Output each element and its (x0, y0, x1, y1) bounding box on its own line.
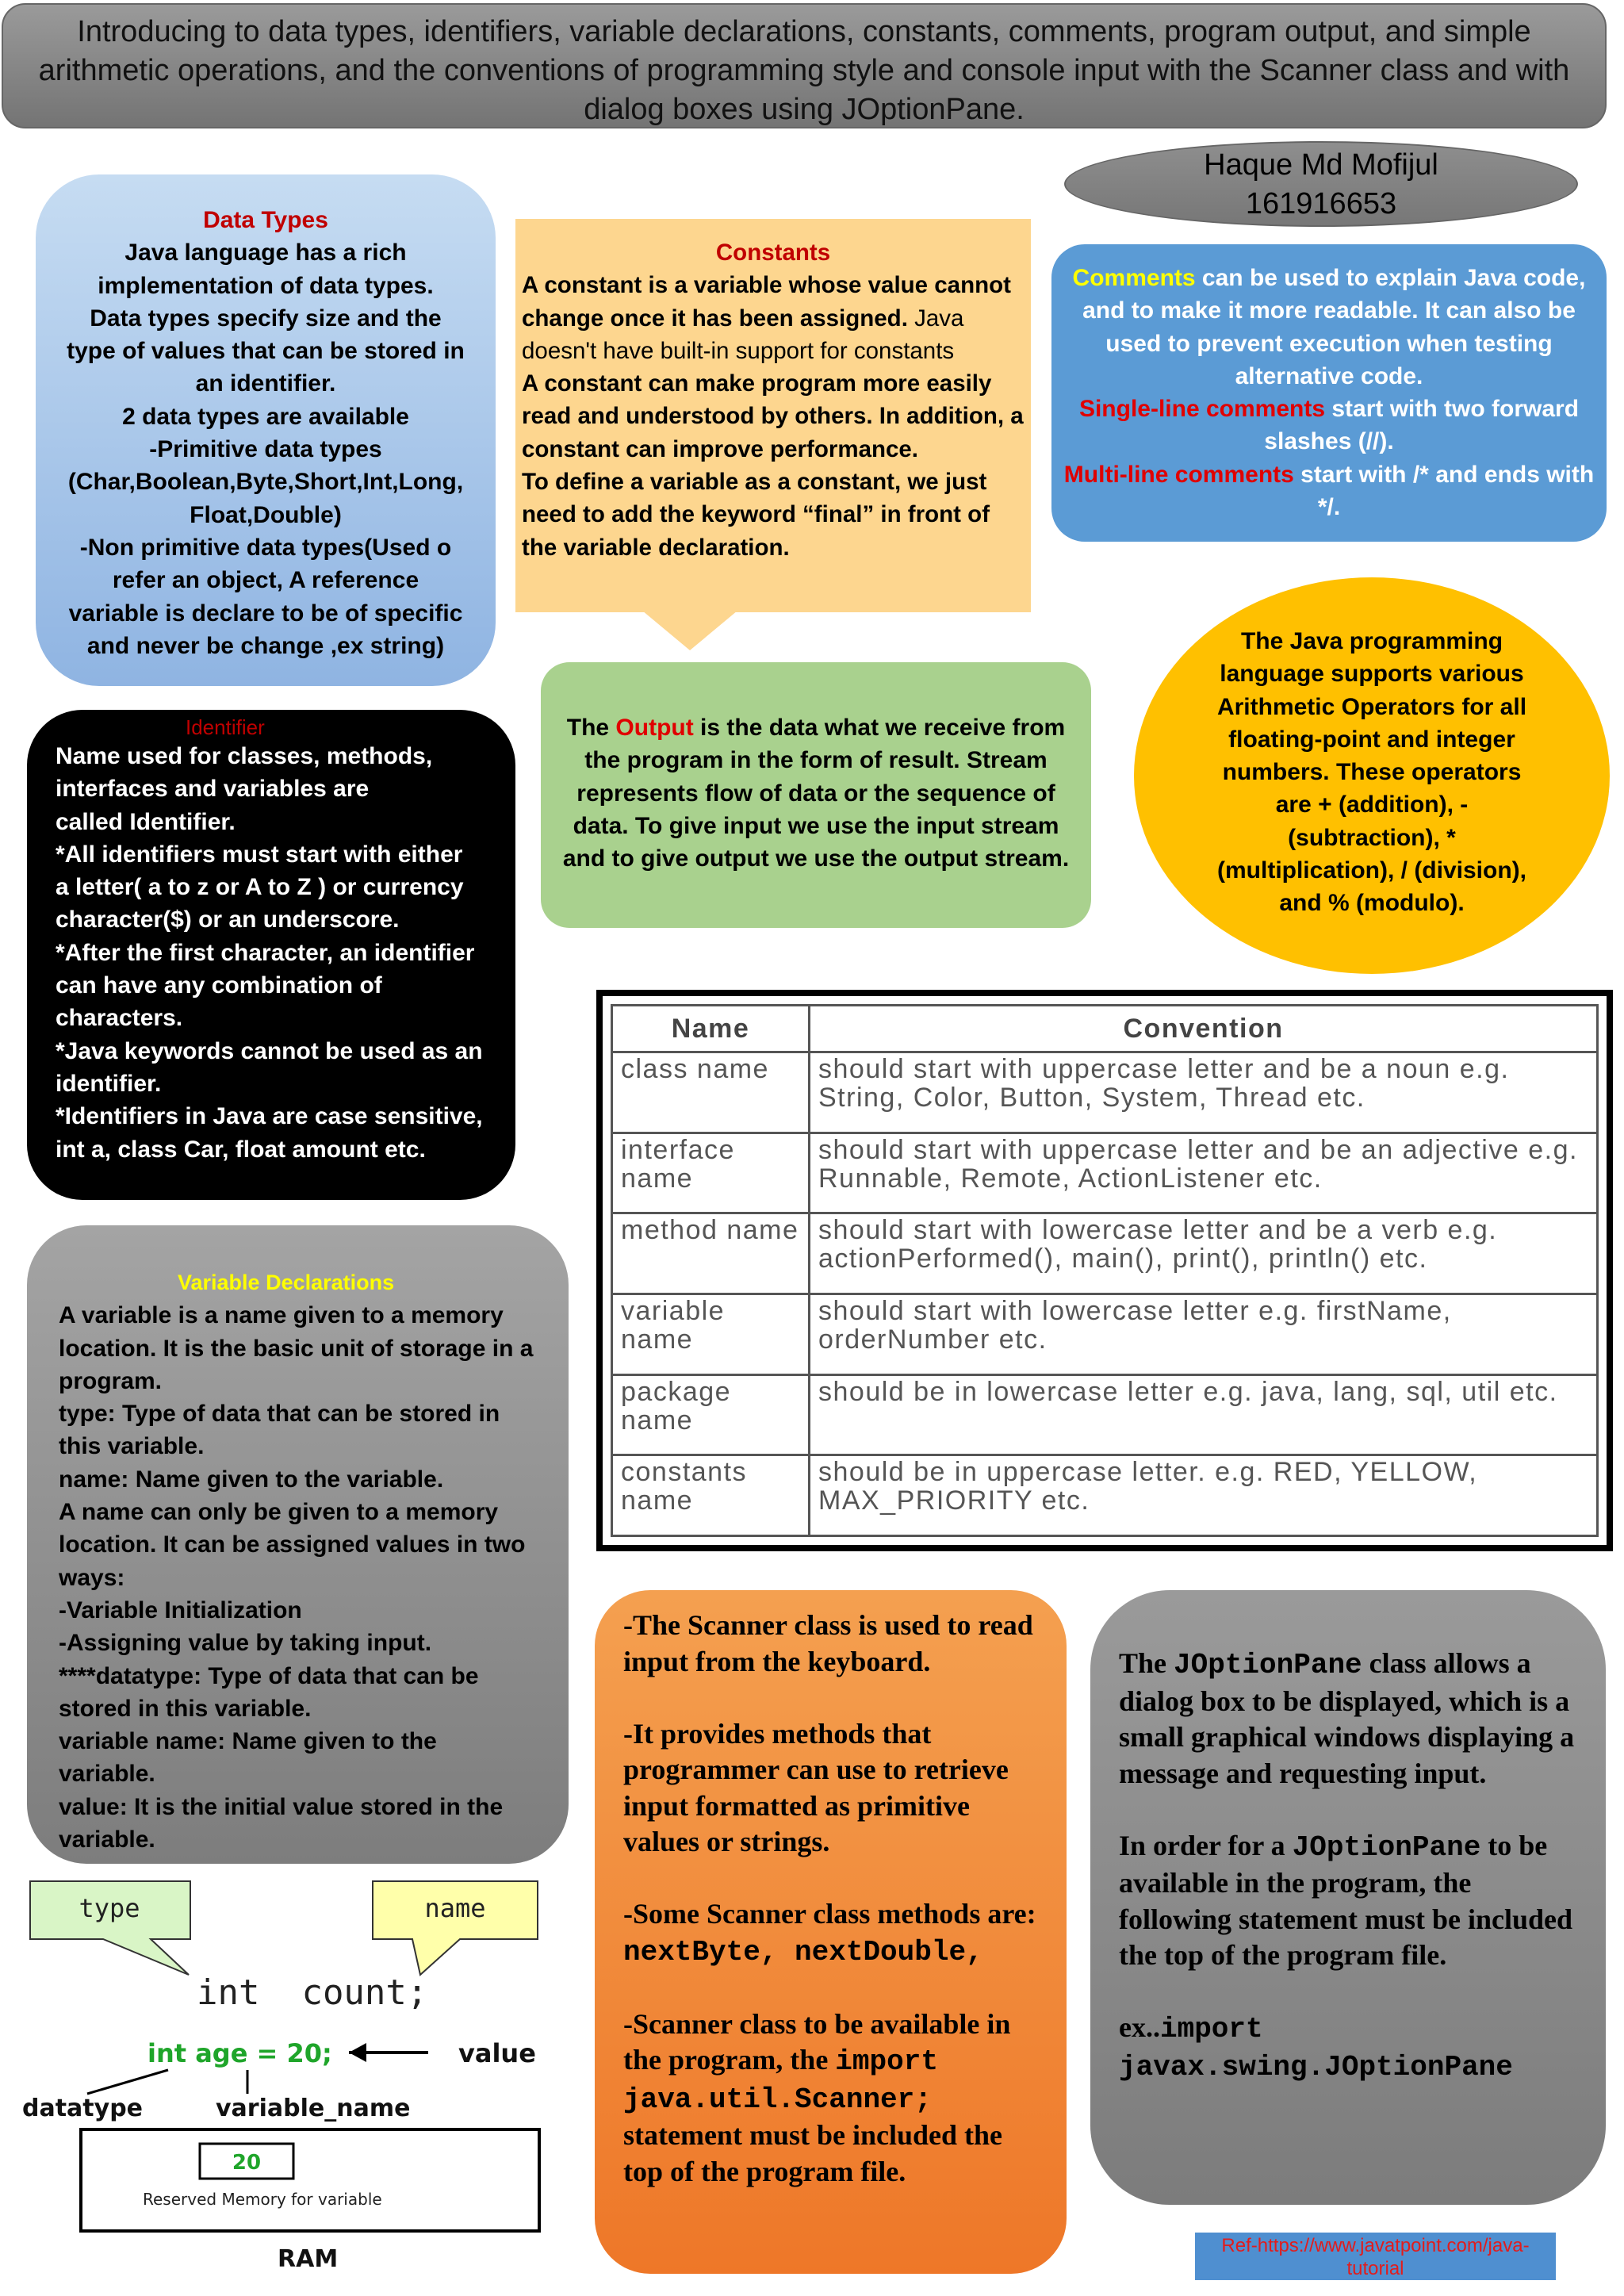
datatype-arrow (87, 2070, 168, 2094)
joption-code: JOptionPane (1292, 1830, 1481, 1864)
scanner-methods-text: -Some Scanner class methods are: (623, 1898, 1036, 1930)
variables-line: location. It is the basic unit of storage in a (59, 1335, 534, 1362)
table-row (612, 1052, 1598, 1133)
convention-table-grid (611, 1004, 1599, 1537)
table-header-row (612, 1006, 1598, 1052)
constants-paragraph-1 (522, 269, 1025, 367)
variable-name-label: variable_name (216, 2095, 411, 2122)
table-cell-convention: should be in uppercase letter. e.g. RED, YELLOW, MAX_PRIORITY etc. (810, 1455, 1598, 1536)
data-types-line: -Non primitive data types(Used o (79, 534, 452, 561)
identifier-line: a letter( a to z or A to Z ) or currency (56, 874, 464, 901)
joption-paragraph-1 (1119, 1646, 1580, 1792)
identifier-line: *After the first character, an identifier (56, 939, 475, 966)
scanner-box (595, 1590, 1067, 2274)
table-cell-name: variable name (612, 1294, 810, 1374)
identifier-line: *Java keywords cannot be used as an (56, 1037, 483, 1064)
data-types-line: variable is declare to be of specific (68, 600, 463, 627)
joption-import-code: import javax.swing.JOptionPane (1119, 2013, 1513, 2083)
scanner-paragraph-3 (623, 1896, 1043, 1970)
variables-line: variable. (59, 1761, 155, 1788)
scanner-paragraph-4 (623, 2007, 1043, 2191)
constants-note: Java doesn't have built-in support for constants (522, 305, 964, 364)
data-types-line: 2 data types are available (122, 403, 409, 430)
joptionpane-box (1090, 1590, 1606, 2205)
data-types-box (36, 174, 496, 686)
table-row (612, 1133, 1598, 1213)
data-types-line: Float,Double) (190, 501, 342, 528)
variables-line: ****datatype: Type of data that can be (59, 1662, 479, 1689)
single-line-text: start with two forward slashes (//). (1264, 396, 1580, 455)
table-row (612, 1213, 1598, 1294)
data-types-line: refer an object, A reference (112, 567, 419, 594)
memory-caption: Reserved Memory for variable (143, 2190, 382, 2209)
ram-box (81, 2129, 539, 2231)
output-box (541, 662, 1091, 928)
output-term: Output (615, 715, 694, 741)
title-banner (2, 3, 1607, 128)
identifier-line: identifier. (56, 1070, 162, 1097)
identifier-line: Name used for classes, methods, (56, 743, 433, 769)
comments-term: Comments (1072, 265, 1196, 291)
table-row (612, 1294, 1598, 1374)
constants-title: Constants (715, 240, 831, 266)
joption-text: In order for a (1119, 1829, 1293, 1861)
title-text: Introducing to data types, identifiers, variable declarations, constants, comments, program output, and simple arithmetic operations, and the conventions of programming style and console input with the Scanner class and with dialog boxes using JOptionPane. (38, 15, 1570, 126)
memory-value: 20 (232, 2151, 262, 2175)
variables-line: variable name: Name given to the (59, 1728, 437, 1755)
type-label: type (79, 1893, 140, 1923)
identifier-line: can have any combination of (56, 972, 382, 999)
table-cell-name: class name (612, 1052, 810, 1133)
variables-line: program. (59, 1367, 163, 1394)
variables-line: A variable is a name given to a memory (59, 1302, 504, 1329)
table-cell-convention: should start with uppercase letter and be a noun e.g. String, Color, Button, System, Thread etc. (810, 1052, 1598, 1133)
scanner-paragraph-1: -The Scanner class is used to read input from the keyboard. (623, 1609, 1033, 1677)
identifier-box (27, 710, 515, 1200)
output-text: is the data what we receive from the program in the form of result. Stream represents flow of data or the sequence of data. To give input we use the input stream and to give output we use the output stream. (562, 715, 1070, 872)
variables-line: -Variable Initialization (59, 1596, 302, 1623)
operators-circle (1134, 577, 1610, 974)
table-header-convention: Convention (810, 1006, 1598, 1052)
table-row (612, 1374, 1598, 1455)
value-arrow-head (349, 2043, 366, 2062)
reference-text[interactable]: Ref-https://www.javatpoint.com/java-tutorial (1221, 2235, 1530, 2279)
variables-line: ways: (59, 1564, 125, 1591)
data-types-line: implementation of data types. (98, 272, 434, 299)
datatype-label: datatype (22, 2095, 144, 2122)
joption-code: JOptionPane (1174, 1649, 1362, 1681)
data-types-title: Data Types (203, 207, 328, 233)
identifier-line: interfaces and variables are (56, 776, 370, 803)
table-cell-convention: should start with lowercase letter and be a verb e.g. actionPerformed(), main(), print(), println() etc. (810, 1213, 1598, 1294)
joption-text: ex.. (1119, 2011, 1160, 2043)
constants-definition: A constant is a variable whose value cannot change once it has been assigned. (522, 272, 1011, 332)
table-header-name: Name (612, 1006, 810, 1052)
variables-line: -Assigning value by taking input. (59, 1630, 432, 1657)
data-types-line: and never be change ,ex string) (86, 632, 445, 659)
declaration-code: int count; (197, 1972, 428, 2013)
identifier-line: character($) or an underscore. (56, 907, 400, 933)
joption-text: to be available in the program, the following statement must be included the top of the program file. (1119, 1829, 1573, 1971)
variables-line: stored in this variable. (59, 1695, 312, 1722)
identifier-line: characters. (56, 1005, 183, 1032)
table-row (612, 1455, 1598, 1536)
comments-box (1051, 244, 1607, 542)
comments-text: can be used to explain Java code, and to make it more readable. It can also be used to prevent execution when testing alternative code. (1082, 265, 1586, 389)
constants-paragraph-2: A constant can make program more easily read and understood by others. In addition, a constant can improve performance. (522, 370, 1024, 462)
data-types-line: Java language has a rich (124, 240, 407, 266)
value-label: value (458, 2038, 536, 2068)
data-types-line: Data types specify size and the (90, 305, 442, 332)
joption-text: The (1119, 1647, 1174, 1679)
table-cell-name: package name (612, 1374, 810, 1455)
output-prefix: The (566, 715, 616, 741)
joption-paragraph-3 (1119, 2010, 1580, 2085)
variables-line: value: It is the initial value stored in the (59, 1793, 504, 1820)
variable-diagram (0, 1872, 579, 2296)
variables-line: variable. (59, 1826, 155, 1853)
assignment-code: int age = 20; (147, 2038, 332, 2068)
table-cell-convention: should be in lowercase letter e.g. java, lang, sql, util etc. (810, 1374, 1598, 1455)
table-cell-convention: should start with uppercase letter and be an adjective e.g. Runnable, Remote, ActionListener etc. (810, 1133, 1598, 1213)
constants-box (515, 219, 1031, 612)
multi-line-term: Multi-line comments (1063, 461, 1294, 488)
table-cell-name: interface name (612, 1133, 810, 1213)
variables-title: Variable Declarations (178, 1271, 395, 1294)
multi-line-text: start with /* and ends with */. (1293, 461, 1595, 521)
identifier-line: called Identifier. (56, 808, 236, 835)
identifier-line: int a, class Car, float amount etc. (56, 1136, 426, 1163)
data-types-line: (Char,Boolean,Byte,Short,Int,Long, (67, 469, 464, 496)
data-types-line: an identifier. (195, 370, 336, 397)
data-types-body (50, 236, 481, 662)
table-cell-convention: should start with lowercase letter e.g. firstName, orderNumber etc. (810, 1294, 1598, 1374)
identifier-line: *Identifiers in Java are case sensitive, (56, 1103, 483, 1130)
table-cell-name: constants name (612, 1455, 810, 1536)
variables-line: location. It can be assigned values in two (59, 1531, 526, 1558)
variables-line: type: Type of data that can be stored in (59, 1401, 500, 1428)
scanner-import-text-2: statement must be included the top of the program file. (623, 2119, 1002, 2187)
single-line-term: Single-line comments (1078, 396, 1326, 423)
variables-line: name: Name given to the variable. (59, 1466, 444, 1493)
constants-paragraph-3: To define a variable as a constant, we just need to add the keyword “final” in front of the variable declaration. (522, 469, 990, 561)
table-cell-name: method name (612, 1213, 810, 1294)
identifier-line: *All identifiers must start with either (56, 841, 463, 868)
variables-line: A name can only be given to a memory (59, 1499, 499, 1526)
author-oval (1064, 141, 1578, 227)
joption-paragraph-2 (1119, 1828, 1580, 1974)
scanner-paragraph-2: -It provides methods that programmer can use to retrieve input formatted as primitive values or strings. (623, 1717, 1009, 1857)
naming-convention-table (596, 990, 1613, 1551)
reference-link[interactable] (1195, 2233, 1556, 2280)
ram-label: RAM (278, 2245, 339, 2273)
scanner-methods-code: nextByte, nextDouble, (623, 1935, 983, 1968)
identifier-title: Identifier (186, 715, 265, 739)
operators-text: The Java programming language supports various Arithmetic Operators for all floating-point and integer numbers. These operators are + (addition), - (subtraction), * (multiplication), / (division), and % (modulo). (1216, 628, 1527, 917)
scanner-import-text: -Scanner class to be available in the program, the (623, 2007, 1011, 2076)
scanner-import-code: import java.util.Scanner; (623, 2045, 938, 2116)
data-types-line: -Primitive data types (149, 436, 382, 463)
variable-declarations-box (27, 1225, 569, 1864)
author-id: 161916653 (1245, 187, 1397, 220)
data-types-line: type of values that can be stored in (67, 338, 465, 365)
name-label: name (424, 1893, 486, 1923)
author-name: Haque Md Mofijul (1204, 148, 1438, 182)
variables-line: this variable. (59, 1433, 205, 1460)
constants-callout-pointer (642, 611, 737, 650)
joption-text: class allows a dialog box to be displayed, which is a small graphical windows displaying a message and requesting input. (1119, 1647, 1575, 1789)
